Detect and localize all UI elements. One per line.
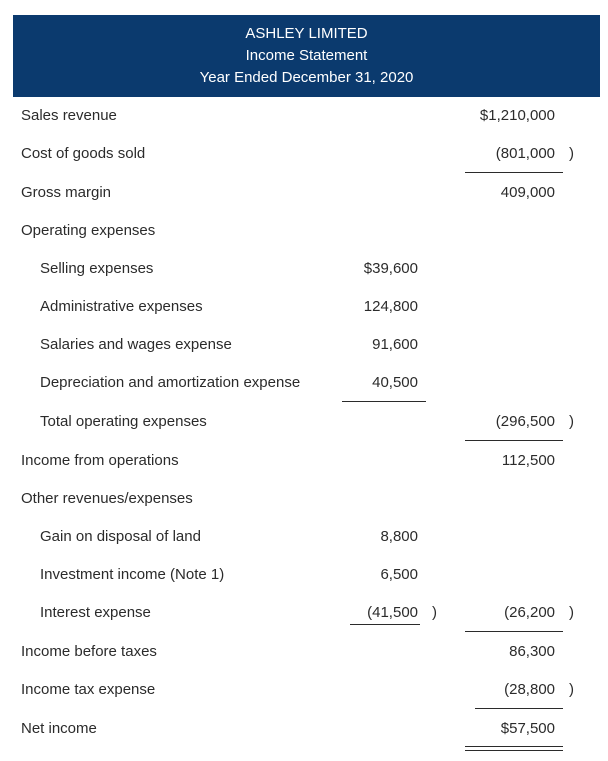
row-detail-value: (41,500 <box>367 604 418 621</box>
row-label: Gain on disposal of land <box>40 528 201 545</box>
row-total-value: 409,000 <box>500 184 555 201</box>
row-label: Gross margin <box>21 184 112 201</box>
subtotal-underline <box>465 440 563 441</box>
subtotal-underline <box>350 624 420 625</box>
row-detail-value: $39,600 <box>363 260 418 277</box>
statement-row-administrative-expenses <box>0 288 608 326</box>
row-total-value: 86,300 <box>509 643 555 660</box>
closing-paren: ) <box>569 604 574 621</box>
row-label: Investment income (Note 1) <box>40 566 225 583</box>
row-total-value: $57,500 <box>500 720 555 737</box>
closing-paren: ) <box>569 145 574 162</box>
subtotal-underline <box>465 172 563 173</box>
row-label: Depreciation and amortization expense <box>40 374 301 391</box>
row-detail-value: 91,600 <box>372 336 418 353</box>
row-label: Cost of goods sold <box>21 145 146 162</box>
row-label: Net income <box>21 720 97 737</box>
section-heading: Other revenues/expenses <box>21 490 193 507</box>
statement-row-sales-revenue <box>0 97 608 135</box>
subtotal-underline <box>475 708 563 709</box>
statement-row-income-tax-expense <box>0 671 608 709</box>
statement-row-gain-on-disposal <box>0 518 608 556</box>
row-total-value: 112,500 <box>501 452 555 469</box>
statement-row-interest-expense <box>0 594 608 632</box>
row-detail-value: 8,800 <box>380 528 418 545</box>
section-heading: Operating expenses <box>21 222 156 239</box>
statement-period: Year Ended December 31, 2020 <box>199 69 414 86</box>
statement-row-depreciation <box>0 364 608 402</box>
row-total-value: (296,500 <box>495 413 555 430</box>
row-label: Interest expense <box>40 604 151 621</box>
closing-paren: ) <box>569 413 574 430</box>
row-label: Sales revenue <box>21 107 117 124</box>
row-detail-value: 6,500 <box>380 566 418 583</box>
row-detail-value: 40,500 <box>372 374 418 391</box>
statement-row-income-from-operations <box>0 442 608 480</box>
row-label: Selling expenses <box>40 260 154 277</box>
subtotal-underline <box>465 631 563 632</box>
row-label: Total operating expenses <box>40 413 207 430</box>
statement-header <box>13 15 600 97</box>
closing-paren: ) <box>432 604 437 621</box>
statement-row-net-income <box>0 710 608 748</box>
statement-row-operating-expenses <box>0 212 608 250</box>
company-name: ASHLEY LIMITED <box>245 25 368 42</box>
statement-row-income-before-taxes <box>0 633 608 671</box>
row-total-value: (801,000 <box>495 145 555 162</box>
statement-row-gross-margin <box>0 174 608 212</box>
row-label: Income tax expense <box>21 681 156 698</box>
row-detail-value: 124,800 <box>363 298 418 315</box>
subtotal-underline <box>342 401 426 402</box>
statement-row-investment-income <box>0 556 608 594</box>
row-label: Administrative expenses <box>40 298 203 315</box>
row-total-value: (26,200 <box>504 604 555 621</box>
row-label: Salaries and wages expense <box>40 336 232 353</box>
row-total-value: $1,210,000 <box>479 107 555 124</box>
row-label: Income before taxes <box>21 643 157 660</box>
statement-row-salaries-wages <box>0 326 608 364</box>
statement-row-other-revenues-expenses <box>0 480 608 518</box>
row-label: Income from operations <box>21 452 179 469</box>
statement-row-total-operating-expenses <box>0 403 608 441</box>
statement-title: Income Statement <box>245 47 368 64</box>
closing-paren: ) <box>569 681 574 698</box>
row-total-value: (28,800 <box>504 681 555 698</box>
statement-row-cost-of-goods-sold <box>0 135 608 173</box>
statement-row-selling-expenses <box>0 250 608 288</box>
double-underline <box>465 746 563 751</box>
